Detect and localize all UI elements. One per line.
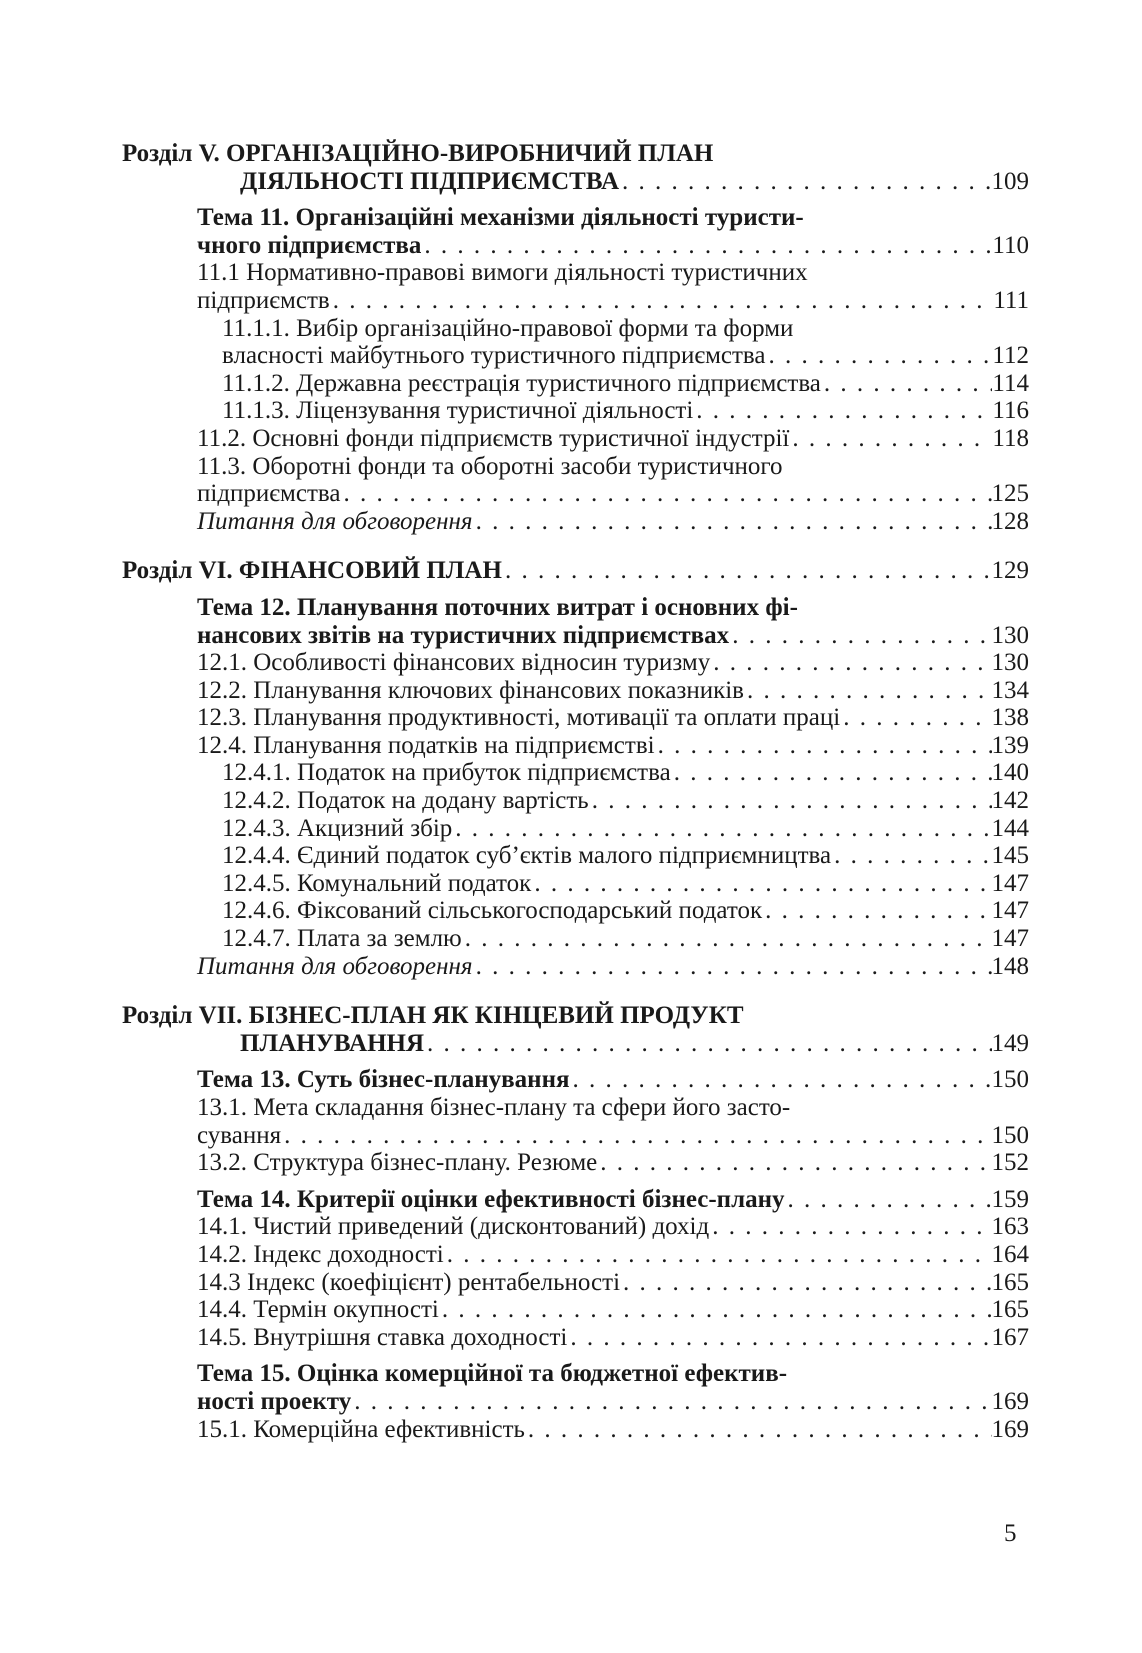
toc-entry-line	[122, 1149, 1029, 1177]
topic-gap	[122, 1351, 1029, 1360]
toc-page-number: 111	[993, 286, 1029, 314]
toc-entry-label: сування	[197, 1121, 282, 1149]
toc-entry-label: 14.5. Внутрішня ставка доходності	[197, 1323, 568, 1351]
toc-entry-line	[122, 259, 1029, 287]
dot-leader	[785, 1186, 992, 1214]
dot-leader	[589, 787, 992, 815]
toc-entry-label: 12.3. Планування продуктивності, мотивації та оплати праці	[197, 704, 841, 732]
toc-entry-line	[122, 732, 1029, 760]
toc-page-number: 140	[991, 759, 1029, 787]
toc-entry-label: чного підприємства	[197, 231, 422, 259]
dot-leader	[766, 342, 993, 370]
toc-entry-label: 12.4.2. Податок на додану вартість	[222, 787, 589, 815]
topic-gap	[122, 585, 1029, 594]
toc-entry-label: Тема 15. Оцінка комерційної та бюджетної ефектив-	[197, 1360, 788, 1388]
toc-entry-label: 11.2. Основні фонди підприємств туристичної індустрії	[197, 424, 790, 452]
toc-entry-label: 13.1. Мета складання бізнес-плану та сфери його засто-	[197, 1094, 791, 1121]
toc-entry-label: власності майбутнього туристичного підприємства	[222, 342, 766, 370]
dot-leader	[831, 842, 991, 870]
toc-entry-line	[122, 508, 1029, 536]
toc-page-number: 109	[991, 167, 1029, 195]
toc-entry-label: 14.1. Чистий приведений (дисконтований) дохід	[197, 1213, 710, 1241]
toc-entry-label: ДІЯЛЬНОСТІ ПІДПРИЄМСТВА	[240, 167, 620, 195]
toc-entry-line	[122, 649, 1029, 677]
toc-page-number: 128	[991, 507, 1029, 535]
toc-entry-line	[122, 1360, 1029, 1388]
dot-leader	[439, 1296, 992, 1324]
toc-page-number: 116	[992, 397, 1029, 425]
dot-leader	[502, 557, 992, 585]
toc-entry-line	[122, 815, 1029, 843]
toc-page-number: 130	[991, 621, 1029, 649]
dot-leader	[452, 815, 991, 843]
toc-entry-line	[122, 342, 1029, 370]
toc-entry-label: 12.4.7. Плата за землю	[222, 925, 462, 953]
topic-gap	[122, 1057, 1029, 1066]
toc-entry-line	[122, 315, 1029, 343]
toc-entry-label: 12.1. Особливості фінансових відносин туризму	[197, 649, 711, 677]
toc-entry-label: ПЛАНУВАННЯ	[240, 1029, 425, 1057]
toc-page-number: 125	[991, 480, 1029, 508]
toc-page-number: 169	[991, 1387, 1029, 1415]
toc-entry-label: Тема 14. Критерії оцінки ефективності бізнес-плану	[197, 1185, 785, 1213]
table-of-contents	[122, 140, 1029, 1443]
toc-page-number: 159	[991, 1185, 1029, 1213]
toc-page-number: 114	[992, 369, 1029, 397]
toc-entry-label: 11.1.1. Вибір організаційно-правової форми та форми	[222, 314, 794, 342]
toc-page-number: 150	[991, 1121, 1029, 1149]
dot-leader	[330, 287, 993, 315]
toc-entry-label: Тема 11. Організаційні механізми діяльності туристи-	[197, 204, 804, 232]
toc-entry-label: 15.1. Комерційна ефективність	[197, 1415, 525, 1443]
dot-leader	[744, 677, 992, 705]
toc-entry-line	[122, 557, 1029, 585]
dot-leader	[729, 622, 991, 650]
dot-leader	[821, 370, 993, 398]
toc-entry-label: 14.4. Термін окупності	[197, 1296, 439, 1324]
toc-page-number: 147	[991, 897, 1029, 925]
toc-entry-line	[122, 1269, 1029, 1297]
toc-entry-line	[122, 397, 1029, 425]
toc-page-number: 149	[991, 1029, 1029, 1057]
page-number: 5	[1004, 1520, 1017, 1547]
toc-entry-line	[122, 480, 1029, 508]
dot-leader	[570, 1066, 992, 1094]
toc-entry-label: 12.4.3. Акцизний збір	[222, 814, 453, 842]
toc-entry-label: підприємства	[197, 480, 341, 508]
toc-entry-line	[122, 704, 1029, 732]
toc-entry-line	[122, 787, 1029, 815]
toc-entry-line	[122, 453, 1029, 481]
toc-entry-line	[122, 677, 1029, 705]
toc-entry-line	[122, 1122, 1029, 1150]
topic-gap	[122, 195, 1029, 204]
dot-leader	[351, 1388, 991, 1416]
dot-leader	[710, 649, 991, 677]
toc-page-number: 134	[991, 676, 1029, 704]
toc-page-number: 148	[991, 952, 1029, 980]
dot-leader	[619, 168, 991, 196]
toc-page-number: 164	[991, 1240, 1029, 1268]
toc-entry-line	[122, 287, 1029, 315]
toc-entry-line	[122, 953, 1029, 981]
toc-entry-line	[122, 622, 1029, 650]
dot-leader	[525, 1416, 992, 1444]
toc-page-number: 138	[991, 704, 1029, 732]
toc-entry-line	[122, 140, 1029, 168]
dot-leader	[531, 870, 991, 898]
toc-entry-label: 11.1 Нормативно-правові вимоги діяльності туристичних	[197, 259, 808, 287]
toc-page-number: 167	[991, 1323, 1029, 1351]
toc-entry-line	[122, 1296, 1029, 1324]
dot-leader	[340, 480, 991, 508]
toc-page-number: 147	[991, 925, 1029, 953]
section-gap	[122, 980, 1029, 1002]
toc-entry-label: 12.4.4. Єдиний податок суб’єктів малого підприємництва	[222, 842, 832, 870]
dot-leader	[567, 1324, 991, 1352]
toc-entry-label: 12.2. Планування ключових фінансових показників	[197, 676, 744, 704]
toc-entry-label: Тема 13. Суть бізнес-планування	[197, 1066, 570, 1094]
toc-entry-label: 13.2. Структура бізнес-плану. Резюме	[197, 1149, 598, 1177]
toc-entry-line	[122, 1416, 1029, 1444]
toc-entry-line	[122, 897, 1029, 925]
toc-entry-label: 14.3 Індекс (коефіцієнт) рентабельності	[197, 1268, 621, 1296]
toc-page-number: 147	[991, 869, 1029, 897]
toc-entry-label: 12.4.1. Податок на прибуток підприємства	[222, 759, 671, 787]
toc-entry-line	[122, 1002, 1029, 1030]
toc-entry-line	[122, 1388, 1029, 1416]
toc-entry-line	[122, 1241, 1029, 1269]
toc-entry-line	[122, 870, 1029, 898]
dot-leader	[462, 925, 992, 953]
toc-entry-line	[122, 1094, 1029, 1122]
dot-leader	[762, 897, 991, 925]
toc-entry-label: підприємств	[197, 286, 330, 314]
toc-entry-label: 12.4.5. Комунальний податок	[222, 869, 532, 897]
toc-page-number: 169	[991, 1415, 1029, 1443]
dot-leader	[693, 397, 992, 425]
toc-entry-label: 12.4.6. Фіксований сільськогосподарський податок	[222, 897, 763, 925]
toc-entry-label: Розділ VII. БІЗНЕС-ПЛАН ЯК КІНЦЕВИЙ ПРОДУКТ	[122, 1002, 744, 1030]
dot-leader	[671, 759, 992, 787]
dot-leader	[281, 1122, 991, 1150]
toc-entry-line	[122, 1030, 1029, 1058]
toc-entry-line	[122, 1213, 1029, 1241]
toc-entry-label: 12.4. Планування податків на підприємстві	[197, 731, 655, 759]
dot-leader	[709, 1213, 991, 1241]
toc-entry-line	[122, 759, 1029, 787]
toc-entry-label: 11.1.2. Державна реєстрація туристичного підприємства	[222, 369, 821, 397]
dot-leader	[789, 425, 992, 453]
toc-entry-line	[122, 425, 1029, 453]
toc-page-number: 150	[991, 1066, 1029, 1094]
toc-entry-line	[122, 594, 1029, 622]
toc-entry-line	[122, 925, 1029, 953]
toc-entry-line	[122, 370, 1029, 398]
toc-page-number: 163	[991, 1213, 1029, 1241]
dot-leader	[421, 232, 992, 260]
toc-entry-line	[122, 204, 1029, 232]
dot-leader	[597, 1149, 991, 1177]
toc-page-number: 118	[992, 424, 1029, 452]
dot-leader	[444, 1241, 992, 1269]
toc-entry-label: 11.1.3. Ліцензування туристичної діяльності	[222, 397, 694, 425]
dot-leader	[473, 953, 992, 981]
toc-entry-line	[122, 232, 1029, 260]
toc-entry-line	[122, 1324, 1029, 1352]
section-gap	[122, 535, 1029, 557]
toc-entry-line	[122, 842, 1029, 870]
toc-page-number: 144	[991, 814, 1029, 842]
toc-page-number: 165	[991, 1296, 1029, 1324]
dot-leader	[473, 508, 992, 536]
toc-entry-line	[122, 1186, 1029, 1214]
toc-page-number: 112	[992, 342, 1029, 370]
dot-leader	[655, 732, 992, 760]
toc-page-number: 152	[991, 1149, 1029, 1177]
toc-entry-label: Розділ V. ОРГАНІЗАЦІЙНО-ВИРОБНИЧИЙ ПЛАН	[122, 140, 714, 167]
toc-entry-label: ності проекту	[197, 1387, 352, 1415]
topic-gap	[122, 1177, 1029, 1186]
toc-page-number: 129	[991, 557, 1029, 585]
dot-leader	[840, 704, 991, 732]
toc-page-number: 110	[992, 231, 1029, 259]
toc-entry-line	[122, 1066, 1029, 1094]
toc-page-number: 130	[991, 649, 1029, 677]
toc-entry-label: Питання для обговорення	[197, 507, 473, 535]
dot-leader	[424, 1030, 991, 1058]
toc-entry-label: Тема 12. Планування поточних витрат і основних фі-	[197, 593, 798, 621]
toc-entry-label: 11.3. Оборотні фонди та оборотні засоби туристичного	[197, 452, 783, 480]
toc-page-number: 142	[991, 787, 1029, 815]
toc-entry-label: Питання для обговорення	[197, 952, 473, 980]
toc-entry-label: нансових звітів на туристичних підприємствах	[197, 621, 730, 649]
toc-page-number: 165	[991, 1268, 1029, 1296]
dot-leader	[620, 1269, 991, 1297]
toc-entry-label: Розділ VI. ФІНАНСОВИЙ ПЛАН	[122, 557, 502, 585]
toc-entry-line	[122, 168, 1029, 196]
toc-page-number: 145	[991, 842, 1029, 870]
toc-page-number: 139	[991, 731, 1029, 759]
toc-entry-label: 14.2. Індекс доходності	[197, 1240, 444, 1268]
